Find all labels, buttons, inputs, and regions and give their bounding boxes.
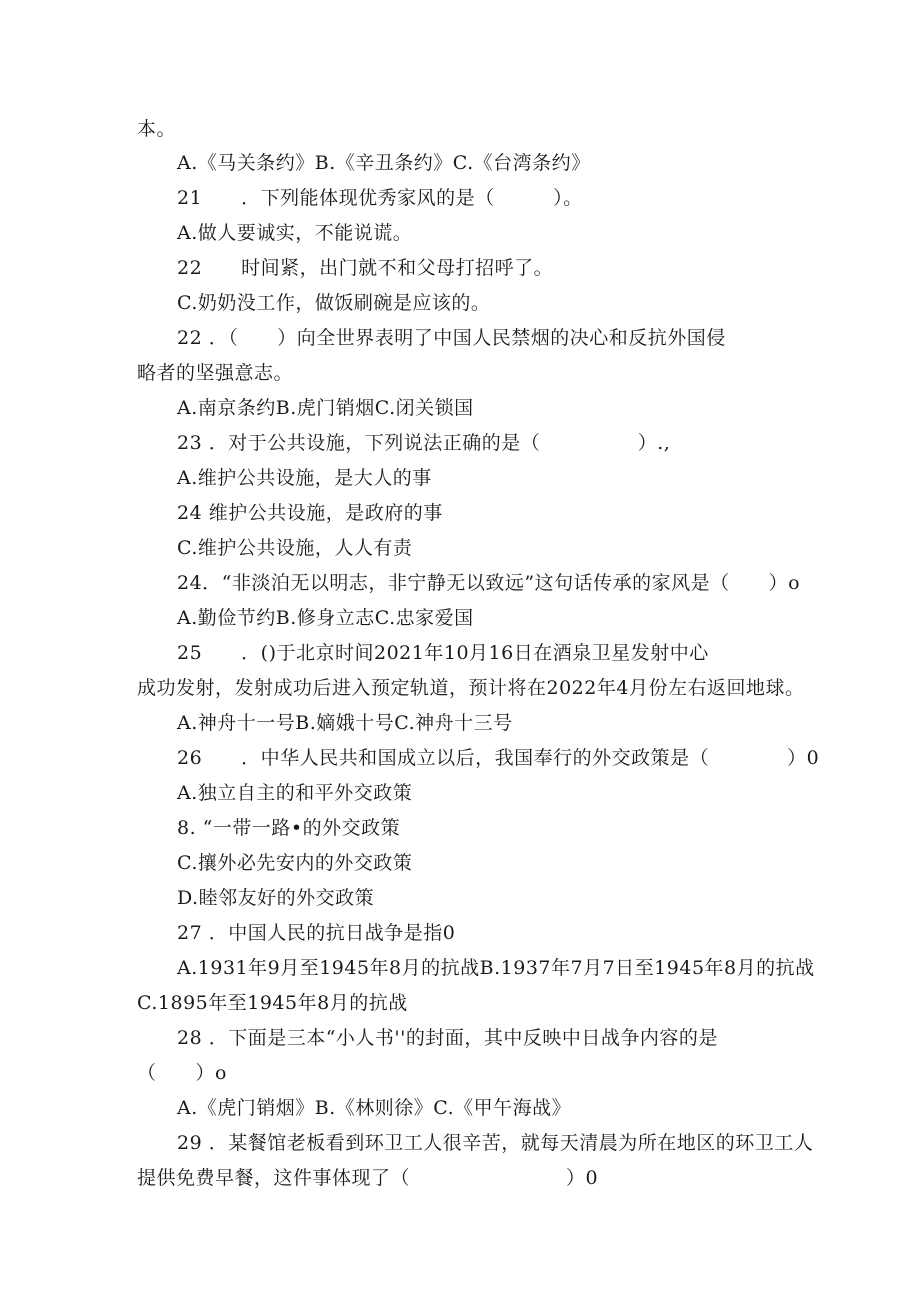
q29-stem-cont: 提供免费早餐，这件事体现了（ ）0 <box>137 1167 599 1189</box>
q26-option-a: A.独立自主的和平外交政策 <box>177 782 413 804</box>
q26-option-b: 8. “一带一路•的外交政策 <box>177 817 401 839</box>
q27-option-c: C.1895年至1945年8月的抗战 <box>137 992 408 1014</box>
q28-stem: 28 ．下面是三本“小人书''的封面，其中反映中日战争内容的是 <box>177 1027 718 1049</box>
q24-stem: 24．“非淡泊无以明志，非宁静无以致远”这句话传承的家风是（ ）o <box>177 572 801 594</box>
q22-stem: 22 ．（ ）向全世界表明了中国人民禁烟的决心和反抗外国侵 <box>177 327 726 349</box>
q22-options: A.南京条约B.虎门销烟C.闭关锁国 <box>177 397 474 419</box>
q29-stem: 29 ．某餐馆老板看到环卫工人很辛苦，就每天清晨为所在地区的环卫工人 <box>177 1132 814 1154</box>
q23-option-c: C.维护公共设施，人人有责 <box>177 537 413 559</box>
q27-stem: 27 ．中国人民的抗日战争是指0 <box>177 922 456 944</box>
q23-option-b: 24 维护公共设施，是政府的事 <box>177 502 443 524</box>
q22-stem-cont: 略者的坚强意志。 <box>137 362 294 384</box>
q21-stem: 21 ．下列能体现优秀家风的是（ ）。 <box>177 187 583 209</box>
q20-options: A.《马关条约》B.《辛丑条约》C.《台湾条约》 <box>177 152 591 174</box>
q24-options: A.勤俭节约B.修身立志C.忠家爱国 <box>177 607 474 629</box>
q25-options: A.神舟十一号B.嫡娥十号C.神舟十三号 <box>177 712 513 734</box>
q26-option-c: C.攘外必先安内的外交政策 <box>177 852 413 874</box>
q28-options: A.《虎门销烟》B.《林则徐》C.《甲午海战》 <box>177 1097 572 1119</box>
q28-answer-blank: （ ）o <box>137 1062 227 1084</box>
q25-stem: 25 ．()于北京时间2021年10月16日在酒泉卫星发射中心 <box>177 642 709 664</box>
q25-stem-cont: 成功发射，发射成功后进入预定轨道，预计将在2022年4月份左右返回地球。 <box>137 677 805 699</box>
q23-stem: 23 ．对于公共设施，下列说法正确的是（ ）., <box>177 432 671 454</box>
q27-options: A.1931年9月至1945年8月的抗战B.1937年7月7日至1945年8月的抗战 <box>177 957 815 979</box>
q21-option-b: 22 时间紧，出门就不和父母打招呼了。 <box>177 257 554 279</box>
q21-option-c: C.奶奶没工作，做饭刷碗是应该的。 <box>177 292 491 314</box>
q23-option-a: A.维护公共设施，是大人的事 <box>177 467 432 489</box>
q21-option-a: A.做人要诚实，不能说谎。 <box>177 222 413 244</box>
q26-option-d: D.睦邻友好的外交政策 <box>177 887 375 909</box>
q26-stem: 26 ．中华人民共和国成立以后，我国奉行的外交政策是（ ）0 <box>177 747 820 769</box>
text-line-continuation: 本。 <box>137 118 177 140</box>
